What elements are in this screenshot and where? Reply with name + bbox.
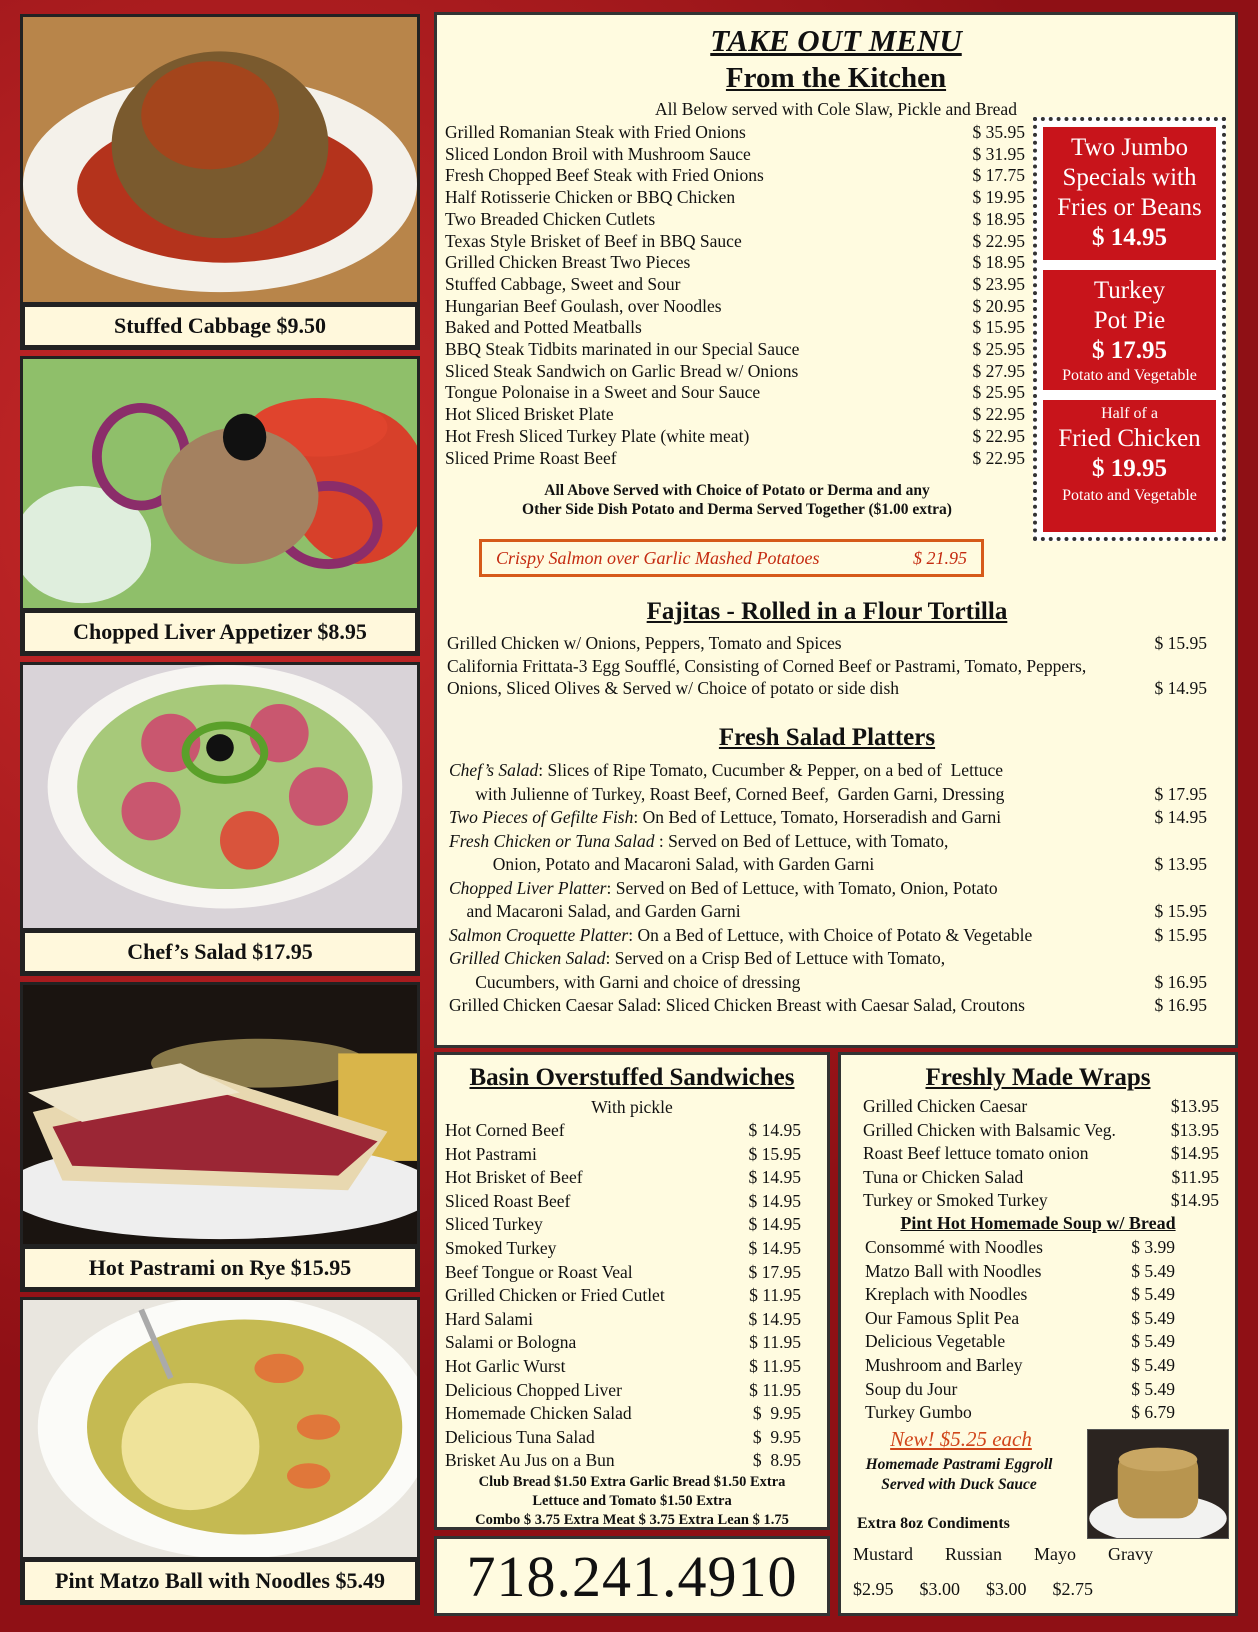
wraps-title: Freshly Made Wraps <box>925 1064 1151 1091</box>
item-price: $ 14.95 <box>748 1120 801 1140</box>
menu-item <box>445 1166 801 1190</box>
menu-item <box>863 1189 1219 1213</box>
item-price: $ 14.95 <box>748 1190 801 1211</box>
condiment-name: Mustard <box>853 1544 913 1564</box>
fajitas-title: Fajitas - Rolled in a Flour Tortilla <box>646 598 1008 625</box>
menu-item <box>865 1330 1175 1354</box>
item-name: Sliced Steak Sandwich on Garlic Bread w/ Onions <box>445 360 799 381</box>
photo-caption: Chopped Liver Appetizer $8.95 <box>23 611 417 653</box>
item-price: $ 25.95 <box>972 339 1025 360</box>
menu-item <box>449 806 1207 830</box>
item-name: Salmon Croquette Platter <box>449 924 629 945</box>
item-name: Beef Tongue or Roast Veal <box>445 1261 633 1282</box>
item-detail: with Julienne of Turkey, Roast Beef, Corned Beef, Garden Garni, Dressing <box>449 783 1005 804</box>
item-detail: Cucumbers, with Garni and choice of dressing <box>449 971 801 992</box>
item-name: Two Pieces of Gefilte Fish <box>449 807 634 827</box>
item-price: $ 11.95 <box>749 1285 801 1306</box>
eggroll-line: Served with Duck Sauce <box>881 1476 1037 1493</box>
item-name: Roast Beef lettuce tomato onion <box>863 1143 1089 1164</box>
item-name: Hot Fresh Sliced Turkey Plate (white meat) <box>445 425 750 446</box>
item-price: $14.95 <box>1170 1143 1219 1164</box>
item-price: $ 17.95 <box>1154 783 1207 804</box>
promo-price: $ 17.95 <box>1092 337 1167 364</box>
item-name: Sliced Roast Beef <box>445 1190 571 1211</box>
new-eggroll-label: New! $5.25 each <box>890 1427 1032 1451</box>
item-price: $ 11.95 <box>749 1355 801 1376</box>
item-name: Delicious Chopped Liver <box>445 1379 622 1400</box>
menu-item <box>445 1237 801 1261</box>
menu-item <box>445 231 1025 253</box>
menu-item <box>445 1119 801 1143</box>
item-price: $ 5.49 <box>1131 1331 1175 1352</box>
menu-item <box>445 1143 801 1167</box>
menu-item <box>449 947 1207 971</box>
item-name: Hot Corned Beef <box>445 1120 565 1140</box>
photo-caption: Pint Matzo Ball with Noodles $5.49 <box>23 1560 417 1602</box>
condiments-prices <box>853 1579 1093 1600</box>
item-price: $ 19.95 <box>972 187 1025 208</box>
photo-caption: Stuffed Cabbage $9.50 <box>23 305 417 347</box>
item-name: Our Famous Split Pea <box>865 1307 1020 1328</box>
condiment-name: Russian <box>945 1544 1003 1564</box>
menu-item <box>449 994 1207 1018</box>
item-name: Homemade Chicken Salad <box>445 1403 632 1424</box>
extras-line: Lettuce and Tomato $1.50 Extra <box>532 1493 732 1509</box>
item-detail: and Macaroni Salad, and Garden Garni <box>449 901 741 921</box>
phone-number[interactable]: 718.241.4910 <box>466 1543 798 1609</box>
item-desc <box>449 806 1001 830</box>
promo-line: Fried Chicken <box>1058 425 1201 452</box>
photo-caption: Chef’s Salad $17.95 <box>23 931 417 973</box>
menu-item <box>445 339 1025 361</box>
item-detail: : On Bed of Lettuce, Tomato, Horseradish and Garni <box>633 807 1002 827</box>
item-name: Tuna or Chicken Salad <box>863 1166 1024 1187</box>
soup-list <box>865 1236 1175 1425</box>
item-name: Soup du Jour <box>865 1378 958 1399</box>
photo-stuffed-cabbage <box>20 14 420 350</box>
promo-turkey-pot-pie <box>1041 268 1218 392</box>
menu-item <box>445 252 1025 274</box>
menu-item <box>447 655 1207 678</box>
promo-fried-chicken <box>1041 398 1218 534</box>
item-price: $ 20.95 <box>972 295 1025 316</box>
item-price: $ 25.95 <box>972 382 1025 403</box>
photo-chopped-liver <box>20 356 420 656</box>
item-detail: Onion, Potato and Macaroni Salad, with Garden Garni <box>449 854 875 874</box>
note-line: All Above Served with Choice of Potato or Derma and any <box>544 482 930 499</box>
menu-item <box>863 1142 1219 1166</box>
wraps-panel <box>838 1052 1238 1616</box>
item-name: Grilled Chicken Caesar <box>863 1096 1028 1116</box>
menu-item <box>445 317 1025 339</box>
stuffed-cabbage-image <box>23 17 417 305</box>
menu-item <box>445 296 1025 318</box>
item-detail: : Served on Bed of Lettuce, with Tomato, Onion, Potato <box>606 877 998 898</box>
menu-item <box>865 1378 1175 1402</box>
item-price: $ 18.95 <box>972 208 1025 229</box>
condiment-price: $2.75 <box>1052 1579 1093 1599</box>
phone-panel <box>434 1536 830 1616</box>
condiment-name: Gravy <box>1108 1544 1153 1564</box>
sandwich-extras <box>437 1473 827 1530</box>
sandwiches-sub: With pickle <box>591 1097 673 1117</box>
menu-item <box>865 1260 1175 1284</box>
item-name: Delicious Tuna Salad <box>445 1426 595 1447</box>
item-name: Two Breaded Chicken Cutlets <box>445 208 656 229</box>
item-price: $ 9.95 <box>752 1403 801 1424</box>
menu-item <box>449 783 1207 807</box>
menu-item <box>445 165 1025 187</box>
menu-item <box>449 900 1207 924</box>
item-name: Brisket Au Jus on a Bun <box>445 1450 615 1471</box>
item-price: $ 5.49 <box>1131 1307 1175 1328</box>
item-name: Tongue Polonaise in a Sweet and Sour Sauce <box>445 382 761 403</box>
item-name: Chopped Liver Platter <box>449 877 607 898</box>
menu-item <box>445 1449 801 1473</box>
item-name: Kreplach with Noodles <box>865 1284 1028 1305</box>
item-name: Smoked Turkey <box>445 1237 557 1258</box>
item-price: $ 14.95 <box>1154 678 1207 699</box>
item-price: $ 14.95 <box>748 1237 801 1258</box>
item-price: $ 14.95 <box>748 1214 801 1235</box>
menu-item <box>865 1236 1175 1260</box>
item-desc <box>449 947 945 971</box>
item-name: Hungarian Beef Goulash, over Noodles <box>445 295 722 316</box>
page-title: TAKE OUT MENU <box>710 23 962 58</box>
item-price: $ 8.95 <box>752 1450 801 1471</box>
item-name: Sliced Turkey <box>445 1214 543 1235</box>
promo-line: Specials with <box>1062 164 1197 191</box>
item-price: $ 22.95 <box>972 230 1025 251</box>
photo-caption: Hot Pastrami on Rye $15.95 <box>23 1247 417 1289</box>
item-name: Onions, Sliced Olives & Served w/ Choice of potato or side dish <box>447 678 900 699</box>
item-price: $ 18.95 <box>972 252 1025 273</box>
menu-item <box>865 1307 1175 1331</box>
menu-item <box>447 677 1207 700</box>
extras-line: Combo $ 3.75 Extra Meat $ 3.75 Extra Lean $ 1.75 <box>475 1512 789 1528</box>
chefs-salad-image <box>23 665 417 931</box>
item-detail: : Slices of Ripe Tomato, Cucumber & Pepper, on a bed of Lettuce <box>538 760 1004 780</box>
item-name: Grilled Chicken with Balsamic Veg. <box>863 1119 1116 1140</box>
menu-item <box>863 1095 1219 1119</box>
item-name: Texas Style Brisket of Beef in BBQ Sauce <box>445 230 742 251</box>
photo-hot-pastrami <box>20 982 420 1292</box>
item-desc <box>449 971 800 995</box>
item-name: Hot Pastrami <box>445 1143 537 1164</box>
item-price: $ 13.95 <box>1154 854 1207 874</box>
item-desc <box>449 924 1032 948</box>
item-name: Hot Garlic Wurst <box>445 1355 566 1376</box>
item-desc <box>449 830 948 854</box>
menu-item <box>445 404 1025 426</box>
item-name: Salami or Bologna <box>445 1332 577 1353</box>
sandwiches-panel <box>434 1052 830 1530</box>
menu-item <box>865 1283 1175 1307</box>
menu-item <box>445 209 1025 231</box>
item-price: $ 15.95 <box>748 1143 801 1164</box>
item-name: Consommé with Noodles <box>865 1237 1043 1257</box>
menu-item <box>863 1119 1219 1143</box>
fajitas-list <box>447 632 1207 700</box>
item-price: $14.95 <box>1170 1190 1219 1211</box>
item-name: Sliced Prime Roast Beef <box>445 447 617 468</box>
item-detail: Grilled Chicken Caesar Salad: Sliced Chicken Breast with Caesar Salad, Croutons <box>449 995 1025 1015</box>
item-name: Hot Brisket of Beef <box>445 1167 583 1188</box>
item-price: $ 15.95 <box>1154 633 1207 653</box>
item-desc <box>449 900 741 924</box>
item-price: $ 14.95 <box>748 1167 801 1188</box>
menu-item <box>445 1426 801 1450</box>
item-name: Grilled Chicken or Fried Cutlet <box>445 1285 665 1306</box>
extras-line: Club Bread $1.50 Extra Garlic Bread $1.50 Extra <box>478 1474 786 1490</box>
item-price: $ 5.49 <box>1131 1284 1175 1305</box>
kitchen-menu-list <box>445 122 1025 469</box>
menu-item <box>863 1166 1219 1190</box>
item-name: Turkey or Smoked Turkey <box>863 1190 1048 1211</box>
item-detail: : Served on a Crisp Bed of Lettuce with Tomato, <box>605 948 946 968</box>
item-price: $ 17.95 <box>748 1261 801 1282</box>
item-desc <box>449 853 874 877</box>
menu-item <box>449 971 1207 995</box>
served-with-note: All Below served with Cole Slaw, Pickle and Bread <box>655 99 1017 119</box>
item-price: $ 15.95 <box>972 317 1025 338</box>
item-price: $ 31.95 <box>972 143 1025 164</box>
condiment-name: Mayo <box>1034 1544 1077 1564</box>
wraps-list <box>863 1095 1219 1213</box>
promo-line: Fries or Beans <box>1057 194 1202 221</box>
chopped-liver-image <box>23 359 417 611</box>
item-name: Matzo Ball with Noodles <box>865 1260 1042 1281</box>
item-name: Chef’s Salad <box>449 760 539 780</box>
item-price: $ 6.79 <box>1131 1402 1175 1423</box>
item-price: $ 5.49 <box>1131 1378 1175 1399</box>
item-price: $13.95 <box>1170 1096 1219 1116</box>
menu-item <box>449 924 1207 948</box>
eggroll-text <box>849 1455 1069 1495</box>
item-name: Stuffed Cabbage, Sweet and Sour <box>445 273 681 294</box>
item-name: Baked and Potted Meatballs <box>445 317 642 338</box>
menu-item <box>449 853 1207 877</box>
promo-small: Half of a <box>1101 405 1158 422</box>
photo-matzo-ball <box>20 1297 420 1605</box>
item-price: $ 22.95 <box>972 404 1025 425</box>
item-name: Delicious Vegetable <box>865 1331 1006 1352</box>
item-price: $ 35.95 <box>972 122 1025 142</box>
item-price: $13.95 <box>1170 1119 1219 1140</box>
menu-item <box>865 1354 1175 1378</box>
menu-item <box>445 122 1025 144</box>
promo-small: Potato and Vegetable <box>1062 367 1197 384</box>
item-name: Fresh Chopped Beef Steak with Fried Onions <box>445 165 764 186</box>
salmon-name: Crispy Salmon over Garlic Mashed Potatoes <box>496 547 820 568</box>
sandwiches-title: Basin Overstuffed Sandwiches <box>469 1064 795 1091</box>
menu-item <box>445 1331 801 1355</box>
item-name: Grilled Chicken w/ Onions, Peppers, Tomato and Spices <box>447 633 842 653</box>
item-price: $ 11.95 <box>749 1379 801 1400</box>
item-name: Mushroom and Barley <box>865 1354 1023 1375</box>
hot-pastrami-image <box>23 985 417 1247</box>
item-detail: : On a Bed of Lettuce, with Choice of Potato & Vegetable <box>628 924 1033 945</box>
promo-small: Potato and Vegetable <box>1062 487 1197 504</box>
menu-item <box>445 1213 801 1237</box>
item-price: $ 27.95 <box>972 360 1025 381</box>
menu-item <box>445 1402 801 1426</box>
promo-two-jumbo <box>1041 125 1218 262</box>
menu-item <box>445 144 1025 166</box>
item-name: Hot Sliced Brisket Plate <box>445 404 614 425</box>
side-dish-note <box>437 481 1037 519</box>
menu-item <box>445 382 1025 404</box>
condiment-price: $3.00 <box>986 1579 1027 1599</box>
menu-item <box>449 877 1207 901</box>
promo-price: $ 19.95 <box>1092 455 1167 482</box>
sandwiches-list <box>445 1119 801 1473</box>
menu-item <box>445 1308 801 1332</box>
item-price: $ 17.75 <box>972 165 1025 186</box>
item-desc <box>449 877 998 901</box>
item-desc <box>449 994 1025 1018</box>
item-price: $ 9.95 <box>752 1426 801 1447</box>
item-price: $ 22.95 <box>972 447 1025 468</box>
item-name: Grilled Chicken Salad <box>449 948 606 968</box>
item-price: $ 5.49 <box>1131 1354 1175 1375</box>
item-price: $ 15.95 <box>1154 924 1207 945</box>
note-line: Other Side Dish Potato and Derma Served Together ($1.00 extra) <box>522 501 952 518</box>
item-price: $ 16.95 <box>1154 971 1207 992</box>
menu-item <box>445 1379 801 1403</box>
promo-price: $ 14.95 <box>1092 224 1167 251</box>
matzo-ball-image <box>23 1300 417 1560</box>
menu-item <box>449 830 1207 854</box>
promo-line: Two Jumbo <box>1070 134 1188 161</box>
promo-line: Turkey <box>1093 277 1166 304</box>
item-name: Hard Salami <box>445 1308 533 1329</box>
menu-item <box>445 1190 801 1214</box>
eggroll-line: Homemade Pastrami Eggroll <box>865 1456 1053 1473</box>
salads-list <box>449 759 1207 1018</box>
item-name: Grilled Chicken Breast Two Pieces <box>445 252 691 273</box>
condiments-title: Extra 8oz Condiments <box>857 1515 1010 1532</box>
menu-item <box>445 1355 801 1379</box>
salads-title: Fresh Salad Platters <box>718 724 936 751</box>
item-desc <box>449 783 1004 807</box>
menu-item <box>445 1261 801 1285</box>
photo-chefs-salad <box>20 662 420 976</box>
condiment-price: $2.95 <box>853 1579 894 1599</box>
soup-title: Pint Hot Homemade Soup w/ Bread <box>900 1213 1176 1233</box>
item-desc <box>449 759 1003 783</box>
item-price: $ 14.95 <box>1154 807 1207 827</box>
condiment-price: $3.00 <box>919 1579 960 1599</box>
item-name: Half Rotisserie Chicken or BBQ Chicken <box>445 187 736 208</box>
item-price: $ 11.95 <box>749 1332 801 1353</box>
eggroll-image <box>1087 1429 1229 1539</box>
menu-item <box>445 448 1025 470</box>
promo-line: Pot Pie <box>1093 307 1166 334</box>
item-price: $ 15.95 <box>1154 901 1207 921</box>
item-detail: : Served on Bed of Lettuce, with Tomato, <box>654 830 949 851</box>
condiments-names <box>853 1544 1153 1565</box>
item-price: $ 22.95 <box>972 425 1025 446</box>
item-name: Fresh Chicken or Tuna Salad <box>449 830 655 851</box>
item-price: $ 23.95 <box>972 273 1025 294</box>
menu-item <box>445 361 1025 383</box>
item-name: California Frittata-3 Egg Soufflé, Consisting of Corned Beef or Pastrami, Tomato, Peppers, <box>447 655 1087 676</box>
item-name: Turkey Gumbo <box>865 1402 972 1423</box>
menu-item <box>449 759 1207 783</box>
item-price: $ 14.95 <box>748 1308 801 1329</box>
menu-item <box>445 1284 801 1308</box>
menu-item <box>447 632 1207 655</box>
item-name: Sliced London Broil with Mushroom Sauce <box>445 143 751 164</box>
menu-item <box>445 426 1025 448</box>
item-price: $11.95 <box>1171 1166 1219 1187</box>
kitchen-subtitle: From the Kitchen <box>725 62 947 94</box>
item-name: Grilled Romanian Steak with Fried Onions <box>445 122 746 142</box>
salmon-special <box>479 539 984 577</box>
item-name: BBQ Steak Tidbits marinated in our Special Sauce <box>445 339 800 360</box>
item-price: $ 16.95 <box>1154 995 1207 1015</box>
item-price: $ 3.99 <box>1131 1237 1175 1257</box>
salmon-price: $ 21.95 <box>913 547 967 568</box>
item-price: $ 5.49 <box>1131 1260 1175 1281</box>
menu-item <box>865 1401 1175 1425</box>
menu-item <box>445 187 1025 209</box>
menu-item <box>445 274 1025 296</box>
